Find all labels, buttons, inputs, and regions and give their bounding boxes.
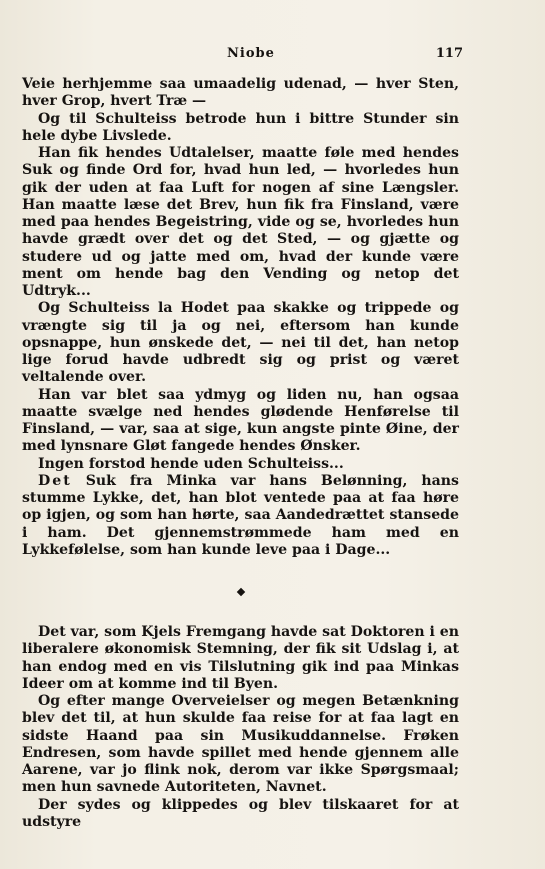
spaced-word: Det — [38, 472, 72, 489]
paragraph: Der sydes og klippedes og blev tilskaaret for at udstyre — [22, 796, 459, 830]
page-header — [22, 46, 463, 68]
page-number: 117 — [435, 46, 463, 61]
paragraph: Han fik hendes Udtalelser, maatte føle med hendes Suk og finde Ord for, hvad hun led, — hvorledes hun gik der uden at faa Luft for nogen af sine Længsler. Han maatte læse det Brev, hun fik fra Finsland, være med paa hendes Begeistring, vide og se, hvorledes hun havde grædt over det og det Sted, — og gjætte og studere ud og jatte med om, hvad der kunde være ment om hende bag den Vending og netop det Udtryk... — [22, 145, 459, 299]
running-title: Niobe — [227, 46, 275, 61]
paragraph — [22, 473, 459, 559]
body-text — [22, 76, 459, 831]
section-separator — [22, 585, 459, 597]
paragraph-rest: Suk fra Minka var hans Belønning, hans stumme Lykke, det, han blot ventede paa at faa høre op igjen, og som han hørte, saa Aandedrættet stansede i ham. Det gjennemstrømmede ham med en Lykkefølelse, som han kunde leve paa i Dage... — [22, 472, 459, 558]
paragraph: Han var blet saa ydmyg og liden nu, han ogsaa maatte svælge ned hendes glødende Henførelse til Finsland, — var, saa at sige, kun angste pinte Øine, der med lynsnare Gløt fangede hendes Ønsker. — [22, 386, 459, 455]
paragraph: Ingen forstod hende uden Schulteiss... — [38, 455, 344, 472]
paragraph: Og Schulteiss la Hodet paa skakke og trippede og vrængte sig til ja og nei, eftersom han kunde opsnappe, hun ønskede det, — nei til det, han netop lige forud havde udbredt sig og prist og været veltalende over. — [22, 300, 459, 386]
paragraph: Veie herhjemme saa umaadelig udenad, — hver Sten, hver Grop, hvert Træ — — [22, 76, 459, 110]
paragraph: Det var, som Kjels Fremgang havde sat Doktoren i en liberalere økonomisk Stemning, der fik sit Udslag i, at han endog med en vis Tilslutning gik ind paa Minkas Ideer om at komme ind til Byen. — [22, 624, 459, 692]
diamond-ornament-icon — [236, 588, 244, 596]
paragraph: Og til Schulteiss betrode hun i bittre Stunder sin hele dybe Livslede. — [22, 110, 459, 144]
paragraph: Og efter mange Overveielser og megen Betænkning blev det til, at hun skulde faa reise for at faa lagt en sidste Haand paa sin Musikuddannelse. Frøken Endresen, som havde spillet med hende gjennem alle Aarene, var jo flink nok, derom var ikke Spørgsmaal; men hun savnede Autoriteten, Navnet. — [22, 693, 459, 796]
